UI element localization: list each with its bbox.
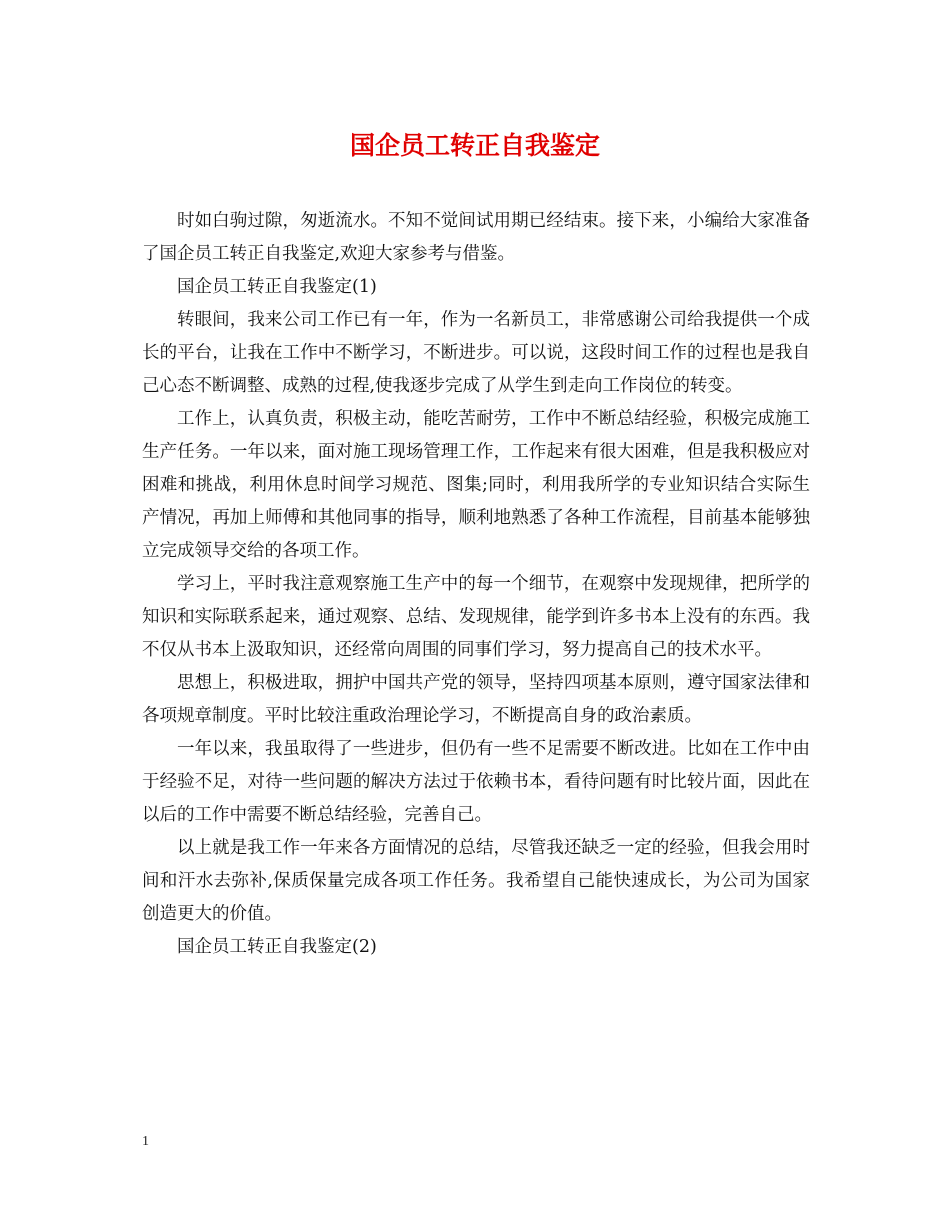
section-heading-1: 国企员工转正自我鉴定(1) <box>177 277 377 297</box>
page-number: 1 <box>142 1134 149 1149</box>
paragraph-ideology: 思想上，积极进取，拥护中国共产党的领导，坚持四项基本原则，遵守国家法律和各项规章制度。平时比较注重政治理论学习，不断提高自身的政治素质。 <box>142 673 810 726</box>
section-heading-2: 国企员工转正自我鉴定(2) <box>177 937 377 957</box>
paragraph-transition: 转眼间，我来公司工作已有一年，作为一名新员工，非常感谢公司给我提供一个成长的平台，让我在工作中不断学习，不断进步。可以说，这段时间工作的过程也是我自己心态不断调整、成熟的过程,使我逐步完成了从学生到走向工作岗位的转变。 <box>142 310 810 396</box>
document-body <box>142 205 810 964</box>
paragraph-work: 工作上，认真负责，积极主动，能吃苦耐劳，工作中不断总结经验，积极完成施工生产任务。一年以来，面对施工现场管理工作，工作起来有很大困难，但是我积极应对困难和挑战，利用休息时间学习规范、图集;同时，利用我所学的专业知识结合实际生产情况，再加上师傅和其他同事的指导，顺利地熟悉了各种工作流程，目前基本能够独立完成领导交给的各项工作。 <box>142 409 810 561</box>
paragraph-study: 学习上，平时我注意观察施工生产中的每一个细节，在观察中发现规律，把所学的知识和实际联系起来，通过观察、总结、发现规律，能学到许多书本上没有的东西。我不仅从书本上汲取知识，还经常向周围的同事们学习，努力提高自己的技术水平。 <box>142 574 810 660</box>
document-title: 国企员工转正自我鉴定 <box>349 131 600 160</box>
intro-paragraph: 时如白驹过隙，匆逝流水。不知不觉间试用期已经结束。接下来，小编给大家准备了国企员工转正自我鉴定,欢迎大家参考与借鉴。 <box>142 211 810 264</box>
paragraph-shortcomings: 一年以来，我虽取得了一些进步，但仍有一些不足需要不断改进。比如在工作中由于经验不足，对待一些问题的解决方法过于依赖书本，看待问题有时比较片面，因此在以后的工作中需要不断总结经验，完善自己。 <box>142 739 810 825</box>
paragraph-summary: 以上就是我工作一年来各方面情况的总结，尽管我还缺乏一定的经验，但我会用时间和汗水去弥补,保质保量完成各项工作任务。我希望自己能快速成长，为公司为国家创造更大的价值。 <box>142 838 810 924</box>
